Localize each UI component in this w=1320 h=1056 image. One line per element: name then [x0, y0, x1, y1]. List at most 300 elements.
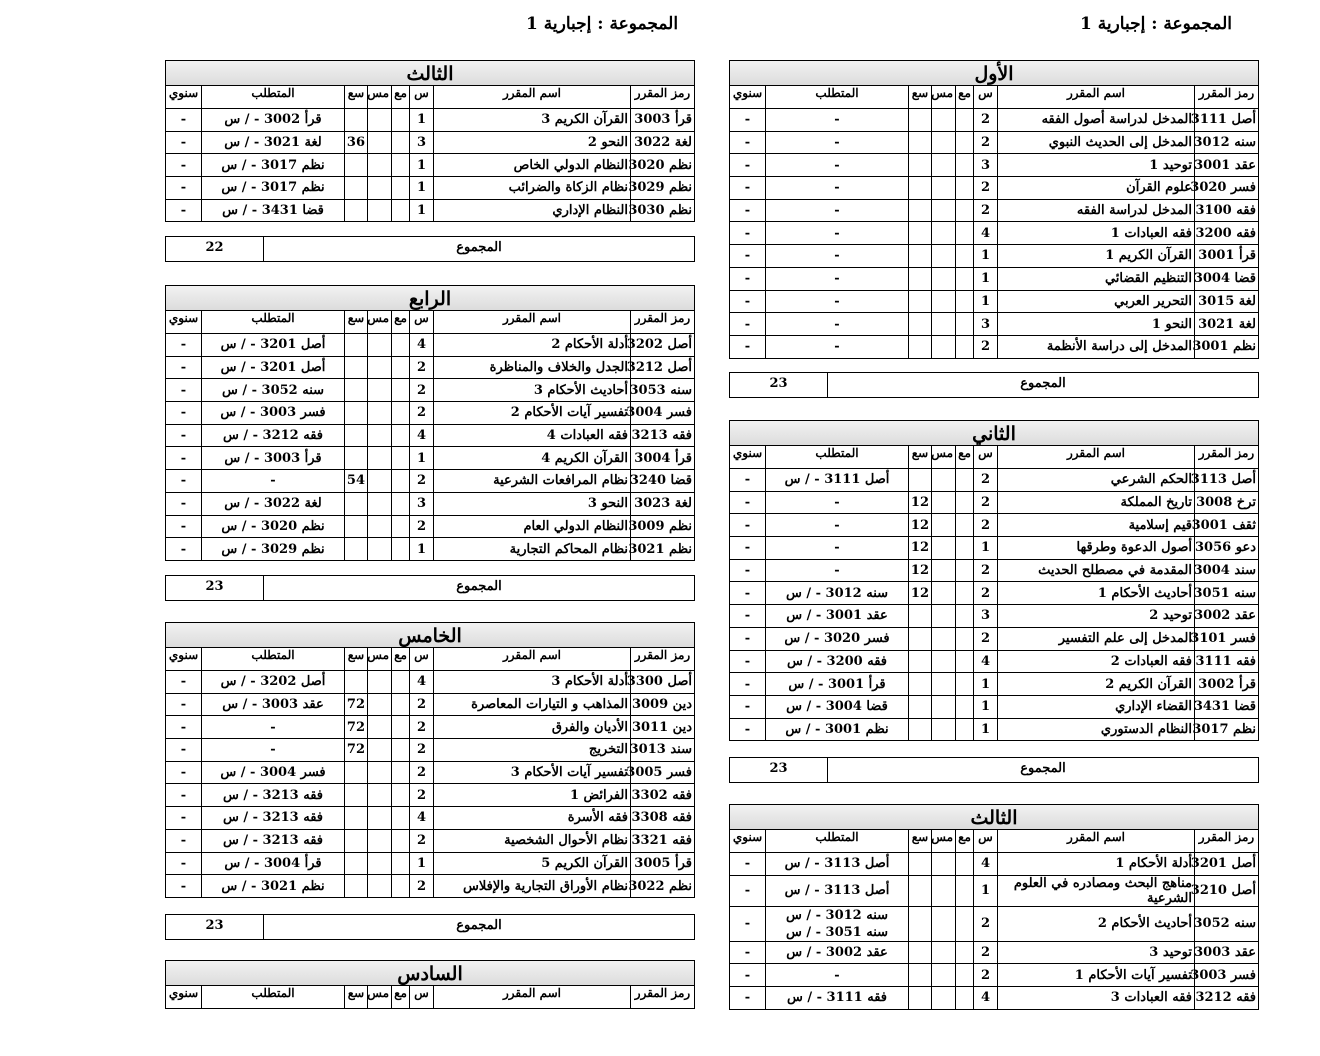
cell-name: أدلة الأحكام 3 — [434, 671, 631, 694]
cell-mas — [368, 424, 392, 447]
s-header: س — [410, 648, 434, 671]
total-label: المجموع — [827, 373, 1258, 397]
cell-sa: 72 — [345, 693, 368, 716]
cell-ma — [956, 514, 974, 537]
annual-header: سنوي — [730, 446, 766, 469]
cell-sa — [909, 131, 932, 154]
level-total-fifth — [165, 914, 695, 940]
cell-ma — [956, 582, 974, 605]
cell-name: أدلة الأحكام 1 — [998, 853, 1195, 876]
cell-name: فقه العبادات 1 — [998, 222, 1195, 245]
cell-code: قرأ 3001 — [1195, 245, 1259, 268]
table-row — [166, 538, 695, 561]
cell-ma — [956, 177, 974, 200]
cell-annual: - — [166, 515, 202, 538]
table-row — [166, 154, 695, 177]
cell-sa — [909, 335, 932, 358]
level-title: الخامس — [165, 622, 695, 647]
cell-ma — [392, 784, 410, 807]
table-row — [730, 267, 1259, 290]
table-row — [166, 424, 695, 447]
cell-name: فقه العبادات 3 — [998, 987, 1195, 1010]
cell-code: أصل 3300 — [631, 671, 695, 694]
cell-ma — [392, 761, 410, 784]
cell-ma — [956, 154, 974, 177]
cell-annual: - — [730, 906, 766, 941]
cell-name: النظام الدولي العام — [434, 515, 631, 538]
cell-ma — [956, 650, 974, 673]
name-header: اسم المقرر — [998, 446, 1195, 469]
cell-code: أصل 3212 — [631, 356, 695, 379]
cell-code: دين 3009 — [631, 693, 695, 716]
cell-annual: - — [730, 650, 766, 673]
cell-name: القرآن الكريم 5 — [434, 852, 631, 875]
table-row — [166, 693, 695, 716]
course-table — [729, 85, 1259, 359]
total-value: 23 — [769, 761, 788, 776]
cell-ma — [956, 537, 974, 560]
s-header: س — [974, 830, 998, 853]
cell-prereq: فقه 3213 - / س — [202, 784, 345, 807]
cell-ma — [956, 941, 974, 964]
prereq-header: المتطلب — [202, 311, 345, 334]
cell-annual: - — [730, 154, 766, 177]
course-table — [165, 310, 695, 561]
cell-sa: 12 — [909, 514, 932, 537]
cell-annual: - — [166, 447, 202, 470]
cell-ma — [392, 515, 410, 538]
cell-prereq: عقد 3001 - / س — [766, 605, 909, 628]
cell-code: عقد 3001 — [1195, 154, 1259, 177]
course-table — [729, 829, 1259, 1010]
cell-prereq: أصل 3111 - / س — [766, 469, 909, 492]
cell-name: علوم القرآن — [998, 177, 1195, 200]
level-block-second — [729, 420, 1259, 741]
cell-annual: - — [730, 514, 766, 537]
table-row — [730, 582, 1259, 605]
annual-header: سنوي — [166, 986, 202, 1009]
code-header: رمز المقرر — [1195, 86, 1259, 109]
cell-s: 4 — [410, 671, 434, 694]
cell-mas — [932, 964, 956, 987]
cell-ma — [392, 379, 410, 402]
cell-sa — [345, 424, 368, 447]
cell-annual: - — [730, 718, 766, 741]
cell-annual: - — [730, 559, 766, 582]
level-total-third — [165, 236, 695, 262]
cell-s: 2 — [410, 761, 434, 784]
cell-s: 1 — [974, 290, 998, 313]
cell-s: 2 — [410, 379, 434, 402]
prereq-line: سنه 3051 - / س — [785, 924, 889, 940]
cell-annual: - — [730, 582, 766, 605]
cell-mas — [368, 334, 392, 357]
cell-sa: 12 — [909, 537, 932, 560]
cell-code: لغة 3022 — [631, 131, 695, 154]
cell-sa — [909, 718, 932, 741]
cell-sa — [345, 761, 368, 784]
cell-mas — [932, 559, 956, 582]
level-block-fourth — [165, 285, 695, 561]
cell-annual: - — [166, 716, 202, 739]
code-header: رمز المقرر — [1195, 830, 1259, 853]
cell-s: 3 — [410, 492, 434, 515]
cell-name: القرآن الكريم 4 — [434, 447, 631, 470]
total-label: المجموع — [827, 758, 1258, 782]
cell-sa — [345, 538, 368, 561]
cell-mas — [932, 335, 956, 358]
cell-code: نظم 3030 — [631, 199, 695, 222]
sa-header: سع — [909, 86, 932, 109]
cell-ma — [956, 987, 974, 1010]
cell-prereq — [766, 906, 909, 941]
cell-prereq: - — [766, 964, 909, 987]
cell-prereq: لغة 3022 - / س — [202, 492, 345, 515]
total-label: المجموع — [263, 237, 694, 261]
ma-header: مع — [956, 830, 974, 853]
cell-sa — [909, 267, 932, 290]
ma-header: مع — [392, 86, 410, 109]
table-row — [166, 875, 695, 898]
cell-prereq: فقه 3200 - / س — [766, 650, 909, 673]
cell-sa: 12 — [909, 582, 932, 605]
cell-sa — [909, 109, 932, 132]
cell-name: النحو 3 — [434, 492, 631, 515]
cell-sa — [345, 807, 368, 830]
cell-code: سنه 3052 — [1195, 906, 1259, 941]
cell-annual: - — [166, 739, 202, 762]
table-row — [730, 906, 1259, 941]
cell-annual: - — [730, 290, 766, 313]
total-value: 23 — [205, 918, 224, 933]
cell-s: 4 — [410, 807, 434, 830]
cell-ma — [956, 109, 974, 132]
cell-code: فسر 3005 — [631, 761, 695, 784]
table-row — [730, 109, 1259, 132]
table-row — [730, 964, 1259, 987]
cell-mas — [932, 582, 956, 605]
cell-annual: - — [166, 492, 202, 515]
cell-ma — [956, 853, 974, 876]
cell-ma — [956, 469, 974, 492]
cell-mas — [368, 379, 392, 402]
cell-mas — [932, 491, 956, 514]
cell-name: أحاديث الأحكام 1 — [998, 582, 1195, 605]
table-row — [166, 515, 695, 538]
cell-ma — [956, 605, 974, 628]
cell-ma — [392, 875, 410, 898]
table-row — [166, 761, 695, 784]
cell-name: فقه العبادات 4 — [434, 424, 631, 447]
sa-header: سع — [345, 86, 368, 109]
table-row — [730, 941, 1259, 964]
table-row — [730, 537, 1259, 560]
mas-header: مس — [368, 986, 392, 1009]
cell-annual: - — [730, 605, 766, 628]
cell-name: تفسير آيات الأحكام 2 — [434, 402, 631, 425]
cell-annual: - — [166, 177, 202, 200]
cell-ma — [392, 109, 410, 132]
group-heading: المجموعة : إجبارية 1 — [526, 14, 679, 34]
cell-annual: - — [730, 853, 766, 876]
cell-annual: - — [730, 627, 766, 650]
total-value: 22 — [205, 240, 224, 255]
cell-s: 1 — [410, 852, 434, 875]
cell-sa — [909, 605, 932, 628]
cell-s: 1 — [974, 537, 998, 560]
cell-prereq: قرأ 3004 - / س — [202, 852, 345, 875]
cell-s: 2 — [410, 716, 434, 739]
table-row — [730, 290, 1259, 313]
s-header: س — [974, 86, 998, 109]
cell-code: سنه 3051 — [1195, 582, 1259, 605]
cell-name: المدخل لدراسة الفقه — [998, 199, 1195, 222]
cell-sa — [345, 875, 368, 898]
table-row — [166, 716, 695, 739]
cell-ma — [392, 177, 410, 200]
cell-code: ثقف 3001 — [1195, 514, 1259, 537]
cell-mas — [932, 906, 956, 941]
header-row — [730, 446, 1259, 469]
cell-prereq: - — [766, 222, 909, 245]
cell-s: 1 — [974, 875, 998, 906]
cell-sa — [909, 222, 932, 245]
cell-s: 2 — [410, 356, 434, 379]
cell-prereq: - — [202, 716, 345, 739]
cell-mas — [368, 131, 392, 154]
cell-name: النظام الإداري — [434, 199, 631, 222]
cell-ma — [956, 222, 974, 245]
table-row — [166, 199, 695, 222]
cell-sa — [909, 469, 932, 492]
cell-code: نظم 3001 — [1195, 335, 1259, 358]
cell-prereq: نظم 3021 - / س — [202, 875, 345, 898]
cell-mas — [932, 718, 956, 741]
table-row — [730, 222, 1259, 245]
cell-mas — [932, 154, 956, 177]
cell-ma — [392, 807, 410, 830]
table-row — [166, 807, 695, 830]
cell-mas — [932, 222, 956, 245]
cell-mas — [368, 402, 392, 425]
total-label: المجموع — [263, 576, 694, 600]
prereq-header: المتطلب — [766, 830, 909, 853]
cell-prereq: - — [766, 491, 909, 514]
table-row — [166, 470, 695, 493]
cell-annual: - — [166, 334, 202, 357]
cell-annual: - — [730, 469, 766, 492]
cell-s: 2 — [410, 739, 434, 762]
cell-annual: - — [730, 131, 766, 154]
cell-name: النظام الدولي الخاص — [434, 154, 631, 177]
cell-code: دين 3011 — [631, 716, 695, 739]
cell-name: التحرير العربي — [998, 290, 1195, 313]
table-row — [166, 852, 695, 875]
cell-name: أحاديث الأحكام 2 — [998, 906, 1195, 941]
cell-annual: - — [166, 109, 202, 132]
level-block-fifth — [165, 622, 695, 898]
cell-mas — [368, 784, 392, 807]
cell-code: أصل 3111 — [1195, 109, 1259, 132]
cell-s: 4 — [974, 222, 998, 245]
cell-annual: - — [166, 131, 202, 154]
s-header: س — [410, 311, 434, 334]
cell-code: فقه 3100 — [1195, 199, 1259, 222]
cell-ma — [392, 716, 410, 739]
table-row — [730, 853, 1259, 876]
cell-s: 2 — [974, 627, 998, 650]
cell-sa: 72 — [345, 739, 368, 762]
cell-sa — [345, 379, 368, 402]
cell-prereq: أصل 3113 - / س — [766, 875, 909, 906]
cell-s: 4 — [410, 334, 434, 357]
name-header: اسم المقرر — [434, 986, 631, 1009]
cell-mas — [368, 693, 392, 716]
cell-name: تاريخ المملكة — [998, 491, 1195, 514]
cell-ma — [392, 693, 410, 716]
ma-header: مع — [392, 311, 410, 334]
cell-annual: - — [730, 222, 766, 245]
cell-sa — [345, 447, 368, 470]
cell-annual: - — [166, 356, 202, 379]
cell-sa — [909, 313, 932, 336]
cell-mas — [932, 875, 956, 906]
header-row — [166, 311, 695, 334]
cell-code: فقه 3302 — [631, 784, 695, 807]
total-value: 23 — [205, 579, 224, 594]
cell-mas — [368, 356, 392, 379]
cell-mas — [368, 154, 392, 177]
cell-s: 1 — [974, 267, 998, 290]
cell-prereq: عقد 3002 - / س — [766, 941, 909, 964]
cell-sa — [909, 875, 932, 906]
cell-prereq: لغة 3021 - / س — [202, 131, 345, 154]
table-row — [166, 402, 695, 425]
table-row — [730, 154, 1259, 177]
cell-name: مناهج البحث ومصادره في العلوم الشرعية — [998, 875, 1195, 906]
prereq-line: سنه 3012 - / س — [785, 907, 889, 923]
cell-s: 2 — [410, 693, 434, 716]
cell-s: 4 — [410, 424, 434, 447]
cell-annual: - — [730, 537, 766, 560]
cell-ma — [956, 290, 974, 313]
cell-sa — [345, 109, 368, 132]
cell-annual: - — [166, 402, 202, 425]
cell-ma — [956, 491, 974, 514]
table-row — [166, 177, 695, 200]
table-row — [730, 491, 1259, 514]
table-row — [730, 627, 1259, 650]
cell-ma — [392, 356, 410, 379]
cell-annual: - — [166, 807, 202, 830]
cell-prereq: - — [766, 335, 909, 358]
cell-name: التنظيم القضائي — [998, 267, 1195, 290]
cell-mas — [932, 673, 956, 696]
table-row — [730, 131, 1259, 154]
cell-prereq: - — [766, 559, 909, 582]
table-row — [730, 559, 1259, 582]
cell-code: نظم 3009 — [631, 515, 695, 538]
cell-sa — [909, 154, 932, 177]
level-title: الرابع — [165, 285, 695, 310]
cell-code: سنه 3012 — [1195, 131, 1259, 154]
cell-mas — [368, 852, 392, 875]
cell-ma — [392, 492, 410, 515]
cell-code: فقه 3212 — [1195, 987, 1259, 1010]
cell-prereq: قرأ 3003 - / س — [202, 447, 345, 470]
cell-name: النحو 2 — [434, 131, 631, 154]
cell-prereq: قرأ 3001 - / س — [766, 673, 909, 696]
cell-s: 1 — [410, 154, 434, 177]
mas-header: مس — [368, 311, 392, 334]
cell-ma — [956, 627, 974, 650]
cell-code: فقه 3321 — [631, 829, 695, 852]
cell-s: 4 — [974, 853, 998, 876]
cell-ma — [392, 447, 410, 470]
cell-prereq: - — [766, 290, 909, 313]
cell-s: 2 — [974, 469, 998, 492]
cell-ma — [956, 335, 974, 358]
table-row — [730, 695, 1259, 718]
level-block-third-left — [165, 60, 695, 222]
level-title: الثاني — [729, 420, 1259, 445]
cell-mas — [368, 671, 392, 694]
table-row — [730, 335, 1259, 358]
cell-code: فقه 3111 — [1195, 650, 1259, 673]
cell-ma — [956, 267, 974, 290]
cell-name: الفرائض 1 — [434, 784, 631, 807]
prereq-header: المتطلب — [202, 648, 345, 671]
cell-annual: - — [730, 313, 766, 336]
cell-code: أصل 3210 — [1195, 875, 1259, 906]
cell-name: فقه الأسرة — [434, 807, 631, 830]
cell-code: أصل 3113 — [1195, 469, 1259, 492]
annual-header: سنوي — [730, 830, 766, 853]
cell-ma — [956, 313, 974, 336]
cell-sa — [345, 515, 368, 538]
cell-prereq: نظم 3017 - / س — [202, 154, 345, 177]
cell-sa — [345, 199, 368, 222]
prereq-header: المتطلب — [202, 986, 345, 1009]
table-row — [166, 671, 695, 694]
cell-mas — [368, 807, 392, 830]
cell-mas — [932, 605, 956, 628]
cell-prereq: أصل 3201 - / س — [202, 356, 345, 379]
cell-ma — [956, 199, 974, 222]
cell-prereq: - — [766, 177, 909, 200]
cell-code: فقه 3200 — [1195, 222, 1259, 245]
code-header: رمز المقرر — [1195, 446, 1259, 469]
table-row — [166, 379, 695, 402]
cell-prereq: - — [766, 199, 909, 222]
cell-mas — [932, 469, 956, 492]
cell-code: نظم 3021 — [631, 538, 695, 561]
cell-ma — [392, 538, 410, 561]
header-row — [166, 986, 695, 1009]
cell-name: النحو 1 — [998, 313, 1195, 336]
cell-prereq: نظم 3029 - / س — [202, 538, 345, 561]
ma-header: مع — [392, 986, 410, 1009]
cell-s: 1 — [410, 447, 434, 470]
cell-mas — [932, 514, 956, 537]
cell-sa: 12 — [909, 491, 932, 514]
annual-header: سنوي — [166, 86, 202, 109]
cell-name: المدخل إلى دراسة الأنظمة — [998, 335, 1195, 358]
cell-s: 2 — [974, 131, 998, 154]
cell-s: 2 — [974, 582, 998, 605]
cell-name: المدخل إلى علم التفسير — [998, 627, 1195, 650]
course-table — [165, 985, 695, 1009]
